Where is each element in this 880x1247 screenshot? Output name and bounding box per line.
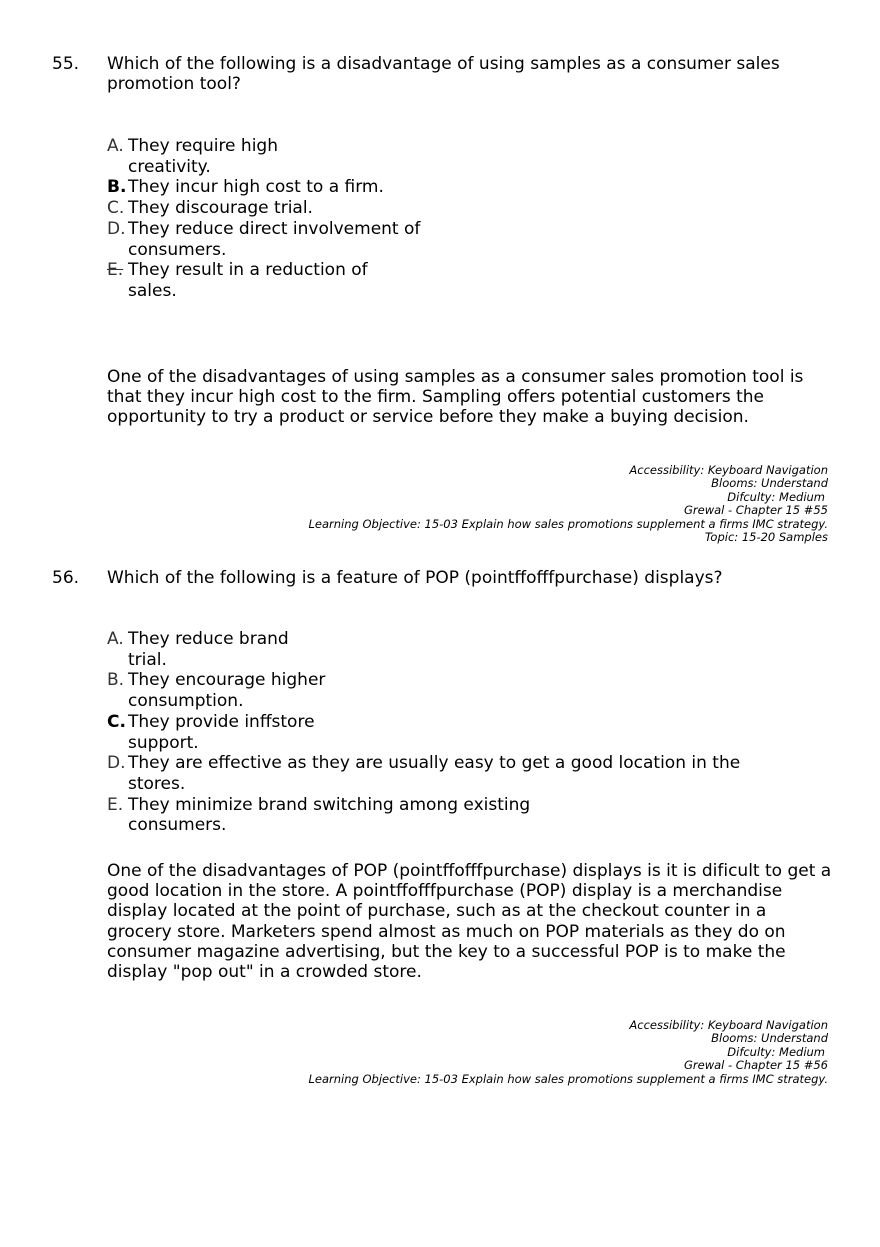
meta-source: Grewal - Chapter 15 #56	[683, 1058, 828, 1073]
choice-text: They result in a reduction of sales.	[128, 260, 368, 301]
choice-text: They reduce direct involvement of consumers.	[128, 218, 421, 260]
meta-learning-objective: Learning Objective: 15-03 Explain how sales promotions supplement a firms IMC strategy.	[308, 1071, 828, 1086]
choice-d	[107, 753, 753, 794]
choice-c	[107, 198, 318, 219]
answer-explanation: One of the disadvantages of POP (pointffofffpurchase) displays is it is difi̇cult to get a good location in the store. A pointffofffpurchase (POP) display is a merchandise display located at the point of purchase, such as at the checkout counter in a grocery store. Marketers spend almost as much on POP materials as they do on consumer magazine advertising, but the key to a successful POP is to make the display "pop out" in a crowded store.	[107, 861, 832, 983]
meta-blooms: Blooms: Understand	[711, 476, 828, 491]
question-metadata	[308, 1019, 828, 1086]
choice-d	[107, 219, 468, 260]
choice-letter: E.	[107, 260, 124, 281]
meta-difficulty: Difculty: Medium	[727, 1044, 825, 1059]
choice-a	[107, 629, 328, 670]
question-number: 55.	[52, 54, 80, 74]
meta-accessibility: Accessibility: Keyboard Navigation	[629, 1018, 828, 1032]
question-text: Which of the following is a disadvantage of using samples as a consumer sales promotion tool?	[107, 54, 780, 94]
choice-text: They incur high cost to a firm.	[128, 177, 384, 198]
choice-b	[107, 670, 373, 711]
choice-letter: A.	[107, 136, 124, 156]
meta-difficulty: Difculty: Medium	[727, 489, 825, 504]
choice-letter: D.	[107, 753, 126, 774]
choice-text: They provide inffstore support.	[128, 711, 315, 753]
choice-text: They are effective as they are usually easy to get a good location in the stores.	[128, 753, 741, 794]
choice-letter: D.	[107, 218, 126, 239]
question-number: 56.	[52, 568, 80, 588]
choice-text: They require high creativity.	[128, 136, 278, 177]
choice-letter: A.	[107, 629, 124, 649]
choice-letter: E.	[107, 794, 124, 815]
choice-text: They discourage trial.	[128, 198, 313, 219]
choice-b-correct	[107, 177, 388, 198]
choice-letter: C.	[107, 198, 125, 219]
choice-letter: B.	[107, 670, 125, 691]
choice-a	[107, 136, 328, 177]
meta-blooms: Blooms: Understand	[711, 1031, 828, 1046]
answer-choices	[107, 136, 468, 302]
choice-e	[107, 260, 418, 301]
meta-accessibility: Accessibility: Keyboard Navigation	[629, 463, 828, 477]
choice-text: They minimize brand switching among existing consumers.	[128, 794, 531, 836]
meta-topic: Topic: 15-20 Samples	[704, 530, 828, 545]
choice-text: They encourage higher consumption.	[128, 670, 326, 712]
question-text: Which of the following is a feature of POP (pointffofffpurchase) displays?	[107, 568, 723, 588]
choice-c-correct	[107, 712, 358, 753]
answer-choices	[107, 629, 753, 836]
question-metadata	[308, 464, 828, 544]
meta-source: Grewal - Chapter 15 #55	[683, 503, 828, 518]
answer-explanation: One of the disadvantages of using samples as a consumer sales promotion tool is that they incur high cost to the firm. Sampling offers potential customers the opportunity to try a product or service before they make a buying decision.	[107, 367, 804, 428]
choice-e	[107, 795, 578, 836]
choice-letter: C.	[107, 711, 126, 732]
meta-learning-objective: Learning Objective: 15-03 Explain how sales promotions supplement a firms IMC strategy.	[308, 516, 828, 531]
choice-letter: B.	[107, 177, 127, 198]
choice-text: They reduce brand trial.	[128, 629, 289, 670]
